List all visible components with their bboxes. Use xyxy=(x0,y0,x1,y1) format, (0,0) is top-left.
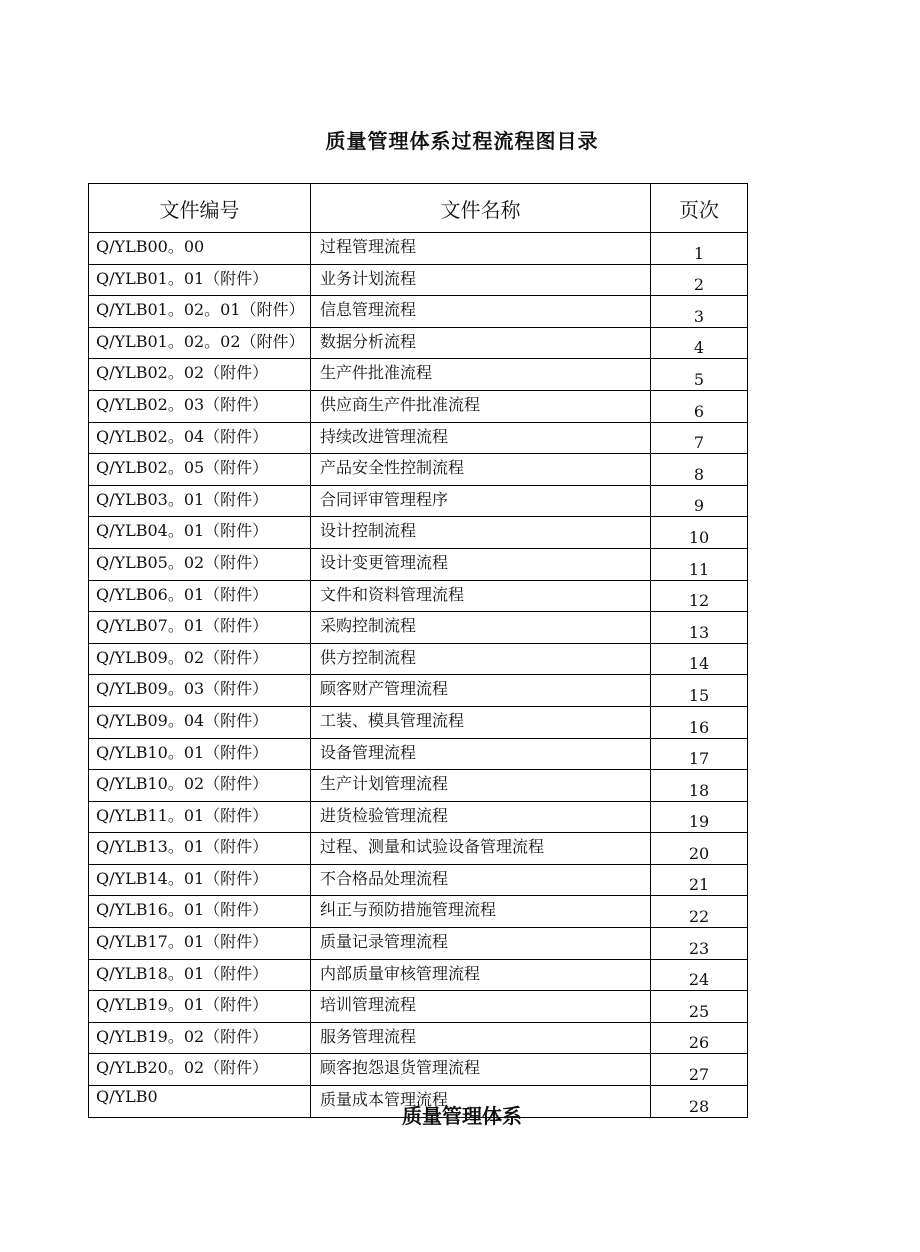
page-number-cell: 7 xyxy=(651,422,748,454)
file-code-cell: Q/YLB19。01（附件） xyxy=(89,991,311,1023)
file-code-cell: Q/YLB07。01（附件） xyxy=(89,612,311,644)
page-number-cell: 23 xyxy=(651,928,748,960)
file-name-cell: 设计变更管理流程 xyxy=(311,548,651,580)
file-name-cell: 信息管理流程 xyxy=(311,296,651,328)
column-header-name: 文件名称 xyxy=(311,184,651,233)
file-code-cell: Q/YLB10。02（附件） xyxy=(89,770,311,802)
file-name-cell: 采购控制流程 xyxy=(311,612,651,644)
page-number-cell: 8 xyxy=(651,454,748,486)
table-header-row xyxy=(89,184,748,233)
file-name-cell: 过程、测量和试验设备管理流程 xyxy=(311,833,651,865)
table-row xyxy=(89,422,748,454)
table-row xyxy=(89,675,748,707)
table-row xyxy=(89,454,748,486)
table-row xyxy=(89,233,748,265)
file-code-cell: Q/YLB18。01（附件） xyxy=(89,959,311,991)
page-number-cell: 24 xyxy=(651,959,748,991)
file-code-cell: Q/YLB00。00 xyxy=(89,233,311,265)
file-name-cell: 顾客抱怨退货管理流程 xyxy=(311,1054,651,1086)
file-name-cell: 不合格品处理流程 xyxy=(311,864,651,896)
table-row xyxy=(89,1022,748,1054)
file-name-cell: 质量成本管理流程 xyxy=(311,1086,651,1118)
table-row xyxy=(89,485,748,517)
file-code-cell: Q/YLB11。01（附件） xyxy=(89,801,311,833)
page-number-cell: 11 xyxy=(651,548,748,580)
table-row xyxy=(89,517,748,549)
page-number-cell: 15 xyxy=(651,675,748,707)
file-name-cell: 纠正与预防措施管理流程 xyxy=(311,896,651,928)
file-code-cell: Q/YLB02。03（附件） xyxy=(89,390,311,422)
table-row xyxy=(89,390,748,422)
page-number-cell: 26 xyxy=(651,1022,748,1054)
table-row xyxy=(89,327,748,359)
file-code-cell: Q/YLB02。05（附件） xyxy=(89,454,311,486)
file-name-cell: 生产件批准流程 xyxy=(311,359,651,391)
file-code-cell: Q/YLB09。04（附件） xyxy=(89,706,311,738)
file-code-cell: Q/YLB06。01（附件） xyxy=(89,580,311,612)
file-name-cell: 产品安全性控制流程 xyxy=(311,454,651,486)
page-number-cell: 21 xyxy=(651,864,748,896)
table-row xyxy=(89,770,748,802)
table-row xyxy=(89,896,748,928)
page-number-cell: 20 xyxy=(651,833,748,865)
column-header-code: 文件编号 xyxy=(89,184,311,233)
table-row xyxy=(89,612,748,644)
file-code-cell: Q/YLB17。01（附件） xyxy=(89,928,311,960)
page-number-cell: 27 xyxy=(651,1054,748,1086)
page-number-cell: 28 xyxy=(651,1086,748,1118)
file-name-cell: 设计控制流程 xyxy=(311,517,651,549)
column-header-page: 页次 xyxy=(651,184,748,233)
file-name-cell: 持续改进管理流程 xyxy=(311,422,651,454)
table-body xyxy=(89,233,748,1118)
page-number-cell: 18 xyxy=(651,770,748,802)
table-row xyxy=(89,296,748,328)
file-code-cell: Q/YLB10。01（附件） xyxy=(89,738,311,770)
file-code-cell: Q/YLB19。02（附件） xyxy=(89,1022,311,1054)
file-code-cell: Q/YLB01。02。02（附件） xyxy=(89,327,311,359)
file-code-cell: Q/YLB03。01（附件） xyxy=(89,485,311,517)
file-name-cell: 顾客财产管理流程 xyxy=(311,675,651,707)
page-number-cell: 12 xyxy=(651,580,748,612)
page-number-cell: 1 xyxy=(651,233,748,265)
file-code-cell: Q/YLB16。01（附件） xyxy=(89,896,311,928)
file-code-cell: Q/YLB13。01（附件） xyxy=(89,833,311,865)
file-code-cell: Q/YLB05。02（附件） xyxy=(89,548,311,580)
file-name-cell: 数据分析流程 xyxy=(311,327,651,359)
page-number-cell: 10 xyxy=(651,517,748,549)
file-name-cell: 供方控制流程 xyxy=(311,643,651,675)
file-code-cell: Q/YLB02。02（附件） xyxy=(89,359,311,391)
file-code-cell: Q/YLB04。01（附件） xyxy=(89,517,311,549)
file-code-cell: Q/YLB0 xyxy=(89,1086,311,1118)
toc-table xyxy=(88,183,748,1118)
file-name-cell: 进货检验管理流程 xyxy=(311,801,651,833)
table-row xyxy=(89,706,748,738)
page-number-cell: 6 xyxy=(651,390,748,422)
page-number-cell: 3 xyxy=(651,296,748,328)
file-name-cell: 工装、模具管理流程 xyxy=(311,706,651,738)
file-name-cell: 业务计划流程 xyxy=(311,264,651,296)
file-code-cell: Q/YLB01。02。01（附件） xyxy=(89,296,311,328)
table-row xyxy=(89,264,748,296)
table-row xyxy=(89,1054,748,1086)
table-row xyxy=(89,991,748,1023)
file-code-cell: Q/YLB02。04（附件） xyxy=(89,422,311,454)
page-number-cell: 5 xyxy=(651,359,748,391)
table-row xyxy=(89,801,748,833)
table-row xyxy=(89,359,748,391)
file-name-cell: 过程管理流程 xyxy=(311,233,651,265)
file-code-cell: Q/YLB14。01（附件） xyxy=(89,864,311,896)
table-row xyxy=(89,580,748,612)
table-row xyxy=(89,833,748,865)
file-code-cell: Q/YLB09。02（附件） xyxy=(89,643,311,675)
page-number-cell: 19 xyxy=(651,801,748,833)
file-name-cell: 设备管理流程 xyxy=(311,738,651,770)
file-code-cell: Q/YLB01。01（附件） xyxy=(89,264,311,296)
file-name-cell: 内部质量审核管理流程 xyxy=(311,959,651,991)
page-number-cell: 16 xyxy=(651,706,748,738)
page-number-cell: 22 xyxy=(651,896,748,928)
page-number-cell: 14 xyxy=(651,643,748,675)
footer-title: 质量管理体系 xyxy=(402,1104,522,1128)
table-row xyxy=(89,864,748,896)
page-number-cell: 25 xyxy=(651,991,748,1023)
page-number-cell: 4 xyxy=(651,327,748,359)
file-name-cell: 服务管理流程 xyxy=(311,1022,651,1054)
file-code-cell: Q/YLB09。03（附件） xyxy=(89,675,311,707)
file-name-cell: 供应商生产件批准流程 xyxy=(311,390,651,422)
document-title: 质量管理体系过程流程图目录 xyxy=(325,129,599,153)
file-code-cell: Q/YLB20。02（附件） xyxy=(89,1054,311,1086)
table-row xyxy=(89,959,748,991)
file-name-cell: 文件和资料管理流程 xyxy=(311,580,651,612)
file-name-cell: 生产计划管理流程 xyxy=(311,770,651,802)
table-row xyxy=(89,738,748,770)
page-number-cell: 2 xyxy=(651,264,748,296)
page-number-cell: 17 xyxy=(651,738,748,770)
table-row xyxy=(89,643,748,675)
file-name-cell: 培训管理流程 xyxy=(311,991,651,1023)
file-name-cell: 合同评审管理程序 xyxy=(311,485,651,517)
page-number-cell: 9 xyxy=(651,485,748,517)
page-number-cell: 13 xyxy=(651,612,748,644)
table-row xyxy=(89,548,748,580)
file-name-cell: 质量记录管理流程 xyxy=(311,928,651,960)
table-row xyxy=(89,928,748,960)
